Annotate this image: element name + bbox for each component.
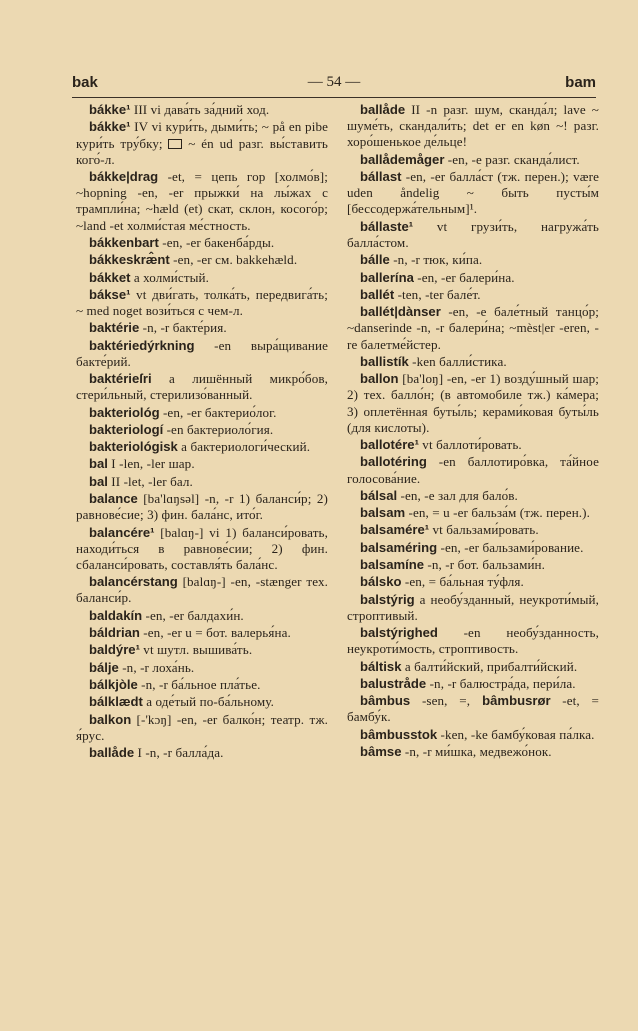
dictionary-entry bbox=[76, 287, 328, 319]
entry-headword: balustråde bbox=[360, 675, 427, 691]
entry-definition: -en, -er балдахи́н. bbox=[142, 607, 244, 623]
entry-definition: -en, -er балери́на. bbox=[413, 269, 515, 285]
entry-definition: vt баллоти́ровать. bbox=[418, 437, 522, 452]
left-guide-word: bak bbox=[72, 74, 98, 91]
dictionary-entry bbox=[347, 522, 599, 538]
entry-headword: bakteriologí bbox=[89, 421, 164, 437]
entry-headword: baldakín bbox=[89, 607, 143, 623]
dictionary-entry bbox=[347, 659, 599, 675]
entry-definition: vt дви́гать, толка́ть, передвига́ть; ~ med noget вози́ться с чем-л. bbox=[76, 286, 328, 318]
dictionary-entry bbox=[347, 744, 599, 760]
entry-headword: bâmbusstok bbox=[360, 726, 438, 742]
dictionary-entry bbox=[76, 320, 328, 336]
dictionary-entry bbox=[76, 235, 328, 251]
dictionary-entry bbox=[347, 693, 599, 725]
dictionary-entry bbox=[76, 608, 328, 624]
dictionary-entry bbox=[76, 712, 328, 744]
entry-headword: bákke¹ bbox=[89, 119, 131, 135]
entry-definition: -en бактериоло́гия. bbox=[163, 421, 274, 437]
dictionary-entry bbox=[347, 152, 599, 168]
dictionary-entry bbox=[347, 287, 599, 303]
entry-definition: [balɑŋ-] -en, -stænger тех. баланси́р. bbox=[76, 574, 328, 606]
dictionary-entry bbox=[76, 491, 328, 523]
entry-headword: baldýre¹ bbox=[89, 642, 140, 658]
entry-headword: balancére¹ bbox=[89, 524, 155, 540]
dictionary-entry bbox=[347, 354, 599, 370]
entry-definition: vt шутл. вышива́ть. bbox=[139, 642, 253, 658]
entry-headword: bálsko bbox=[360, 574, 402, 590]
left-column bbox=[76, 102, 328, 762]
dictionary-entry bbox=[347, 676, 599, 692]
entry-headword: bálkjòle bbox=[89, 676, 138, 692]
entry-headword: bákkenbart bbox=[89, 234, 159, 250]
entry-definition: a холми́стый. bbox=[130, 269, 210, 285]
entry-headword: balsamére¹ bbox=[360, 522, 430, 538]
dictionary-entry bbox=[347, 270, 599, 286]
entry-headword: balsaméring bbox=[360, 539, 438, 555]
dictionary-entry bbox=[76, 422, 328, 438]
entry-headword: baktérie bbox=[89, 320, 140, 336]
entry-definition: -en, -e зал для бало́в. bbox=[397, 487, 518, 503]
dictionary-entry bbox=[76, 574, 328, 606]
entry-definition: -n, -r балюстра́да, пери́ла. bbox=[426, 675, 576, 691]
entry-definition: a оде́тый по-ба́льному. bbox=[142, 694, 274, 710]
entry-definition: -n, -r бакте́рия. bbox=[139, 320, 227, 336]
dictionary-entry bbox=[76, 439, 328, 455]
entry-definition: IV vi кури́ть, дыми́ть; ~ på en pibe кури́ть тру́бку; bbox=[76, 119, 328, 151]
entry-definition: -en, -er бакенба́рды. bbox=[158, 234, 275, 250]
dictionary-entry bbox=[76, 642, 328, 658]
dictionary-entry bbox=[347, 592, 599, 624]
entry-headword: bal bbox=[89, 473, 108, 489]
dictionary-entry bbox=[347, 574, 599, 590]
entry-headword: balstýrig bbox=[360, 591, 415, 607]
dictionary-entry bbox=[347, 727, 599, 743]
entry-definition: a бактериологи́ческий. bbox=[177, 439, 311, 455]
dictionary-entry bbox=[76, 525, 328, 574]
entry-headword: balstýrighed bbox=[360, 625, 438, 641]
entry-definition: -en баллотиро́вка, та́йное голосова́ние. bbox=[347, 454, 599, 486]
entry-headword: balancérstang bbox=[89, 574, 178, 590]
entry-headword: bakteriológisk bbox=[89, 439, 178, 455]
entry-definition: -en, -er см. bakkehæld. bbox=[169, 252, 298, 268]
entry-definition: -n, -r бот. бальзами́н. bbox=[424, 556, 546, 572]
entry-definition: -et, = бамбу́к. bbox=[347, 693, 599, 725]
entry-definition: [ba'lɑŋsəl] -n, -r 1) баланси́р; 2) равнове́сие; 3) фин. бала́нс, ито́г. bbox=[76, 491, 328, 523]
dictionary-entry bbox=[76, 456, 328, 472]
entry-definition: -en, -er бактерио́лог. bbox=[159, 404, 277, 420]
entry-definition: -en, -e бале́тный танцо́р; ~danserinde -n, -r балери́на; ~mèst|er -eren, -re балетме́йстер. bbox=[347, 304, 599, 352]
dictionary-entry bbox=[347, 371, 599, 436]
dictionary-entry bbox=[76, 625, 328, 641]
dictionary-entry bbox=[76, 474, 328, 490]
dictionary-entry bbox=[76, 405, 328, 421]
dictionary-entry bbox=[76, 270, 328, 286]
entry-headword: bákke¹ bbox=[89, 102, 131, 117]
entry-headword: báldrian bbox=[89, 625, 140, 641]
entry-headword: bálle bbox=[360, 252, 390, 268]
entry-headword: ballådemåger bbox=[360, 151, 445, 167]
entry-definition: -n, -r тюк, ки́па. bbox=[389, 252, 483, 268]
square-icon bbox=[168, 139, 182, 149]
entry-headword: baktériedýrkning bbox=[89, 337, 195, 353]
entry-headword: bállast bbox=[360, 169, 402, 184]
dictionary-entry bbox=[347, 437, 599, 453]
dictionary-entry bbox=[347, 557, 599, 573]
entry-headword: bâmbusrør bbox=[470, 693, 551, 709]
entry-headword: bákkeskræ̂nt bbox=[89, 252, 170, 268]
entry-definition: -n, -r ми́шка, медвежо́нок. bbox=[401, 743, 552, 759]
header-rule bbox=[72, 97, 596, 98]
entry-headword: ballét|dànser bbox=[360, 304, 441, 320]
dictionary-entry bbox=[347, 540, 599, 556]
entry-definition: -en, -er u = бот. валерья́на. bbox=[139, 625, 291, 641]
dictionary-entry bbox=[76, 119, 328, 168]
right-column bbox=[347, 102, 599, 761]
entry-definition: -en необу́зданность, неукроти́мость, строптивость. bbox=[347, 625, 599, 657]
dictionary-entry bbox=[347, 488, 599, 504]
entry-headword: ballåde bbox=[89, 745, 135, 761]
entry-definition: -et, = цепь гор [холмо́в]; ~hopning -en, -er прыжки́ на лы́жах с трампли́на; ~hæld (et) скат, склон, косого́р; ~land -et холми́стая ме́стность. bbox=[76, 169, 328, 233]
dictionary-entry bbox=[76, 745, 328, 761]
dictionary-entry bbox=[76, 169, 328, 234]
entry-headword: ballét bbox=[360, 286, 395, 302]
entry-headword: bákket bbox=[89, 269, 131, 285]
entry-headword: ballåde bbox=[360, 102, 406, 117]
entry-headword: bákse¹ bbox=[89, 286, 131, 302]
entry-definition: -en, -er балла́ст (тж. перен.); være uden åndelig ~ быть пусты́м [бессодержа́тельным]¹. bbox=[347, 169, 599, 217]
entry-definition: -ken балли́стика. bbox=[408, 353, 507, 369]
entry-headword: bálje bbox=[89, 659, 119, 675]
entry-definition: -ken, -ke бамбу́ковая па́лка. bbox=[437, 726, 595, 742]
entry-definition: II -n разг. шум, сканда́л; lave ~ шуме́ть, скандали́ть; det er en køn ~! разг. хоро́шенькое де́льце! bbox=[347, 102, 599, 150]
entry-headword: bállaste¹ bbox=[360, 218, 414, 234]
entry-headword: ballotére¹ bbox=[360, 437, 419, 452]
entry-headword: bakteriológ bbox=[89, 404, 160, 420]
entry-headword: balsamíne bbox=[360, 556, 425, 572]
page-header bbox=[72, 74, 596, 96]
right-guide-word: bam bbox=[565, 74, 596, 91]
entry-definition: ~ én ud разг. вы́ставить кого́-л. bbox=[76, 135, 329, 167]
dictionary-entry bbox=[347, 505, 599, 521]
page-number: — 54 — bbox=[307, 74, 361, 90]
dictionary-entry bbox=[347, 252, 599, 268]
dictionary-entry bbox=[347, 304, 599, 353]
dictionary-entry bbox=[347, 169, 599, 218]
entry-definition: -en, -e разг. сканда́лист. bbox=[444, 151, 580, 167]
dictionary-entry bbox=[347, 219, 599, 251]
dictionary-entry bbox=[76, 677, 328, 693]
entry-definition: -n, -r лоха́нь. bbox=[118, 659, 195, 675]
entry-definition: III vi дава́ть за́дний ход. bbox=[130, 102, 270, 117]
entry-headword: balkon bbox=[89, 711, 132, 727]
entry-definition: -en выра́щивание бакте́рий. bbox=[76, 337, 328, 369]
dictionary-entry bbox=[347, 625, 599, 657]
entry-headword: ballerína bbox=[360, 269, 414, 285]
dictionary-entry bbox=[347, 102, 599, 151]
entry-headword: balsam bbox=[360, 505, 406, 521]
entry-definition: a лишённый микро́бов, стери́льный, стерилизо́ванный. bbox=[76, 371, 328, 403]
entry-definition: II -let, -ler бал. bbox=[107, 473, 193, 489]
entry-headword: bal bbox=[89, 456, 108, 472]
entry-definition: a необу́зданный, неукроти́мый, строптивый. bbox=[347, 591, 599, 623]
dictionary-entry bbox=[347, 454, 599, 486]
entry-headword: bâmse bbox=[360, 743, 402, 759]
entry-definition: -sen, =, bbox=[410, 693, 471, 709]
dictionary-entry bbox=[76, 338, 328, 370]
entry-headword: balance bbox=[89, 491, 138, 507]
dictionary-entry bbox=[76, 371, 328, 403]
entry-definition: -en, = ба́льная ту́фля. bbox=[401, 574, 524, 590]
entry-definition: vt грузи́ть, нагружа́ть балла́стом. bbox=[347, 218, 599, 250]
entry-definition: vt бальзами́ровать. bbox=[429, 522, 539, 538]
dictionary-entry bbox=[76, 660, 328, 676]
dictionary-entry bbox=[76, 694, 328, 710]
entry-definition: [balɑŋ-] vi 1) баланси́ровать, находи́ться в равнове́сии; 2) фин. сбаланси́ровать, составля́ть бала́нс. bbox=[76, 524, 328, 572]
dictionary-entry bbox=[76, 252, 328, 268]
entry-definition: a балти́йский, прибалти́йский. bbox=[401, 658, 578, 674]
entry-headword: ballistík bbox=[360, 353, 409, 369]
entry-headword: bâmbus bbox=[360, 693, 411, 709]
entry-headword: bálsal bbox=[360, 487, 398, 503]
entry-definition: -ten, -ter бале́т. bbox=[394, 286, 481, 302]
entry-definition: I -len, -ler шар. bbox=[107, 456, 195, 472]
entry-headword: bálklædt bbox=[89, 694, 143, 710]
entry-definition: -n, -r ба́льное пла́тье. bbox=[137, 676, 261, 692]
entry-definition: I -n, -r балла́да. bbox=[134, 745, 224, 761]
dictionary-entry bbox=[76, 102, 328, 118]
entry-headword: báltisk bbox=[360, 658, 402, 674]
entry-definition: [ba'loŋ] -en, -er 1) возду́шный шар; 2) тех. балло́н; (в автомобиле тж.) ка́мера; 3) оплетённая буты́ль; керами́ковая буты́ль (для кислоты). bbox=[347, 371, 599, 435]
entry-headword: baktérieſri bbox=[89, 371, 152, 387]
entry-definition: [-'kɔŋ] -en, -er балко́н; театр. тж. я́рус. bbox=[76, 711, 328, 743]
entry-headword: ballotéring bbox=[360, 454, 427, 470]
entry-definition: -en, = u -er бальза́м (тж. перен.). bbox=[405, 505, 591, 521]
entry-headword: ballon bbox=[360, 371, 399, 387]
entry-definition: -en, -er бальзами́рование. bbox=[437, 539, 584, 555]
entry-headword: bákke|drag bbox=[89, 169, 159, 184]
